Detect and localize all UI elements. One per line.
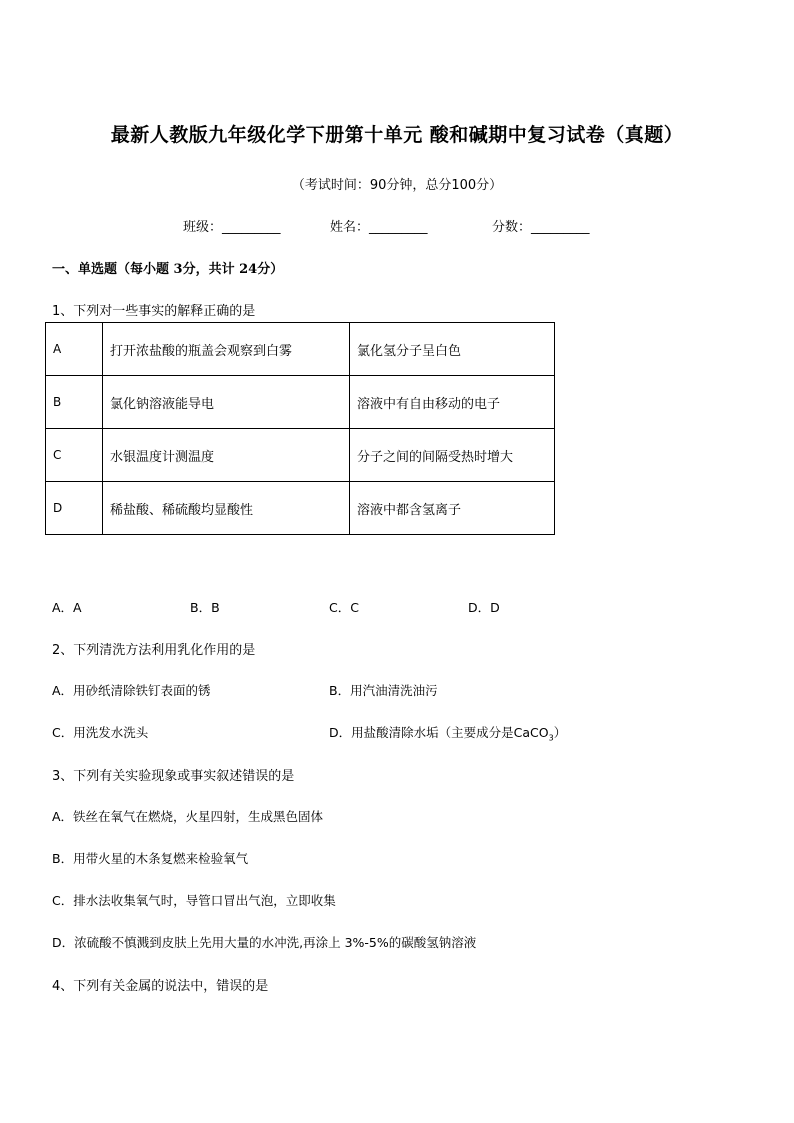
row-key: B xyxy=(46,376,103,429)
table-row xyxy=(46,429,555,482)
row-fact: 打开浓盐酸的瓶盖会观察到白雾 xyxy=(103,323,350,376)
exam-info: （考试时间：90分钟，总分100分） xyxy=(291,178,503,193)
row-explanation: 溶液中都含氢离子 xyxy=(350,482,555,535)
table-row xyxy=(46,323,555,376)
row-key: A xyxy=(46,323,103,376)
page-title: 最新人教版九年级化学下册第十单元 酸和碱期中复习试卷（真题） xyxy=(110,124,684,146)
q1-option-a: A．A xyxy=(52,600,82,615)
q2-option-a: A．用砂纸清除铁钉表面的锈 xyxy=(52,683,211,698)
q1-option-c: C．C xyxy=(329,600,359,615)
question-3-stem: 3、下列有关实验现象或事实叙述错误的是 xyxy=(52,769,295,784)
row-fact: 氯化钠溶液能导电 xyxy=(103,376,350,429)
question-2-stem: 2、下列清洗方法利用乳化作用的是 xyxy=(52,643,256,658)
q2-option-b: B．用汽油清洗油污 xyxy=(329,683,438,698)
row-key: C xyxy=(46,429,103,482)
q2-option-d-close: ） xyxy=(553,725,567,740)
q3-option-c: C．排水法收集氧气时，导管口冒出气泡，立即收集 xyxy=(52,893,336,908)
class-field: 班级：_________ xyxy=(183,220,281,235)
q1-option-d: D．D xyxy=(468,600,500,615)
row-explanation: 分子之间的间隔受热时增大 xyxy=(350,429,555,482)
table-row xyxy=(46,482,555,535)
row-fact: 稀盐酸、稀硫酸均显酸性 xyxy=(103,482,350,535)
question-1-stem: 1、下列对一些事实的解释正确的是 xyxy=(52,304,256,319)
question-1-table xyxy=(45,322,555,535)
q2-option-d-subscript: 3 xyxy=(548,733,554,743)
q3-option-d: D．浓硫酸不慎溅到皮肤上先用大量的水冲洗,再涂上 3%-5%的碳酸氢钠溶液 xyxy=(52,935,477,950)
q2-option-d-text: D．用盐酸清除水垢（主要成分是CaCO xyxy=(329,725,549,740)
row-fact: 水银温度计测温度 xyxy=(103,429,350,482)
score-field: 分数：_________ xyxy=(492,220,590,235)
question-4-stem: 4、下列有关金属的说法中，错误的是 xyxy=(52,979,269,994)
q3-option-a: A．铁丝在氧气在燃烧，火星四射，生成黑色固体 xyxy=(52,809,324,824)
row-explanation: 氯化氢分子呈白色 xyxy=(350,323,555,376)
q2-option-d xyxy=(329,723,566,743)
table-row xyxy=(46,376,555,429)
row-key: D xyxy=(46,482,103,535)
name-field: 姓名：_________ xyxy=(330,220,428,235)
row-explanation: 溶液中有自由移动的电子 xyxy=(350,376,555,429)
q3-option-b: B．用带火星的木条复燃来检验氧气 xyxy=(52,851,249,866)
q2-option-c: C．用洗发水洗头 xyxy=(52,725,149,740)
section-heading: 一、单选题（每小题 3分，共计 24分） xyxy=(52,262,284,277)
q1-option-b: B．B xyxy=(190,600,220,615)
